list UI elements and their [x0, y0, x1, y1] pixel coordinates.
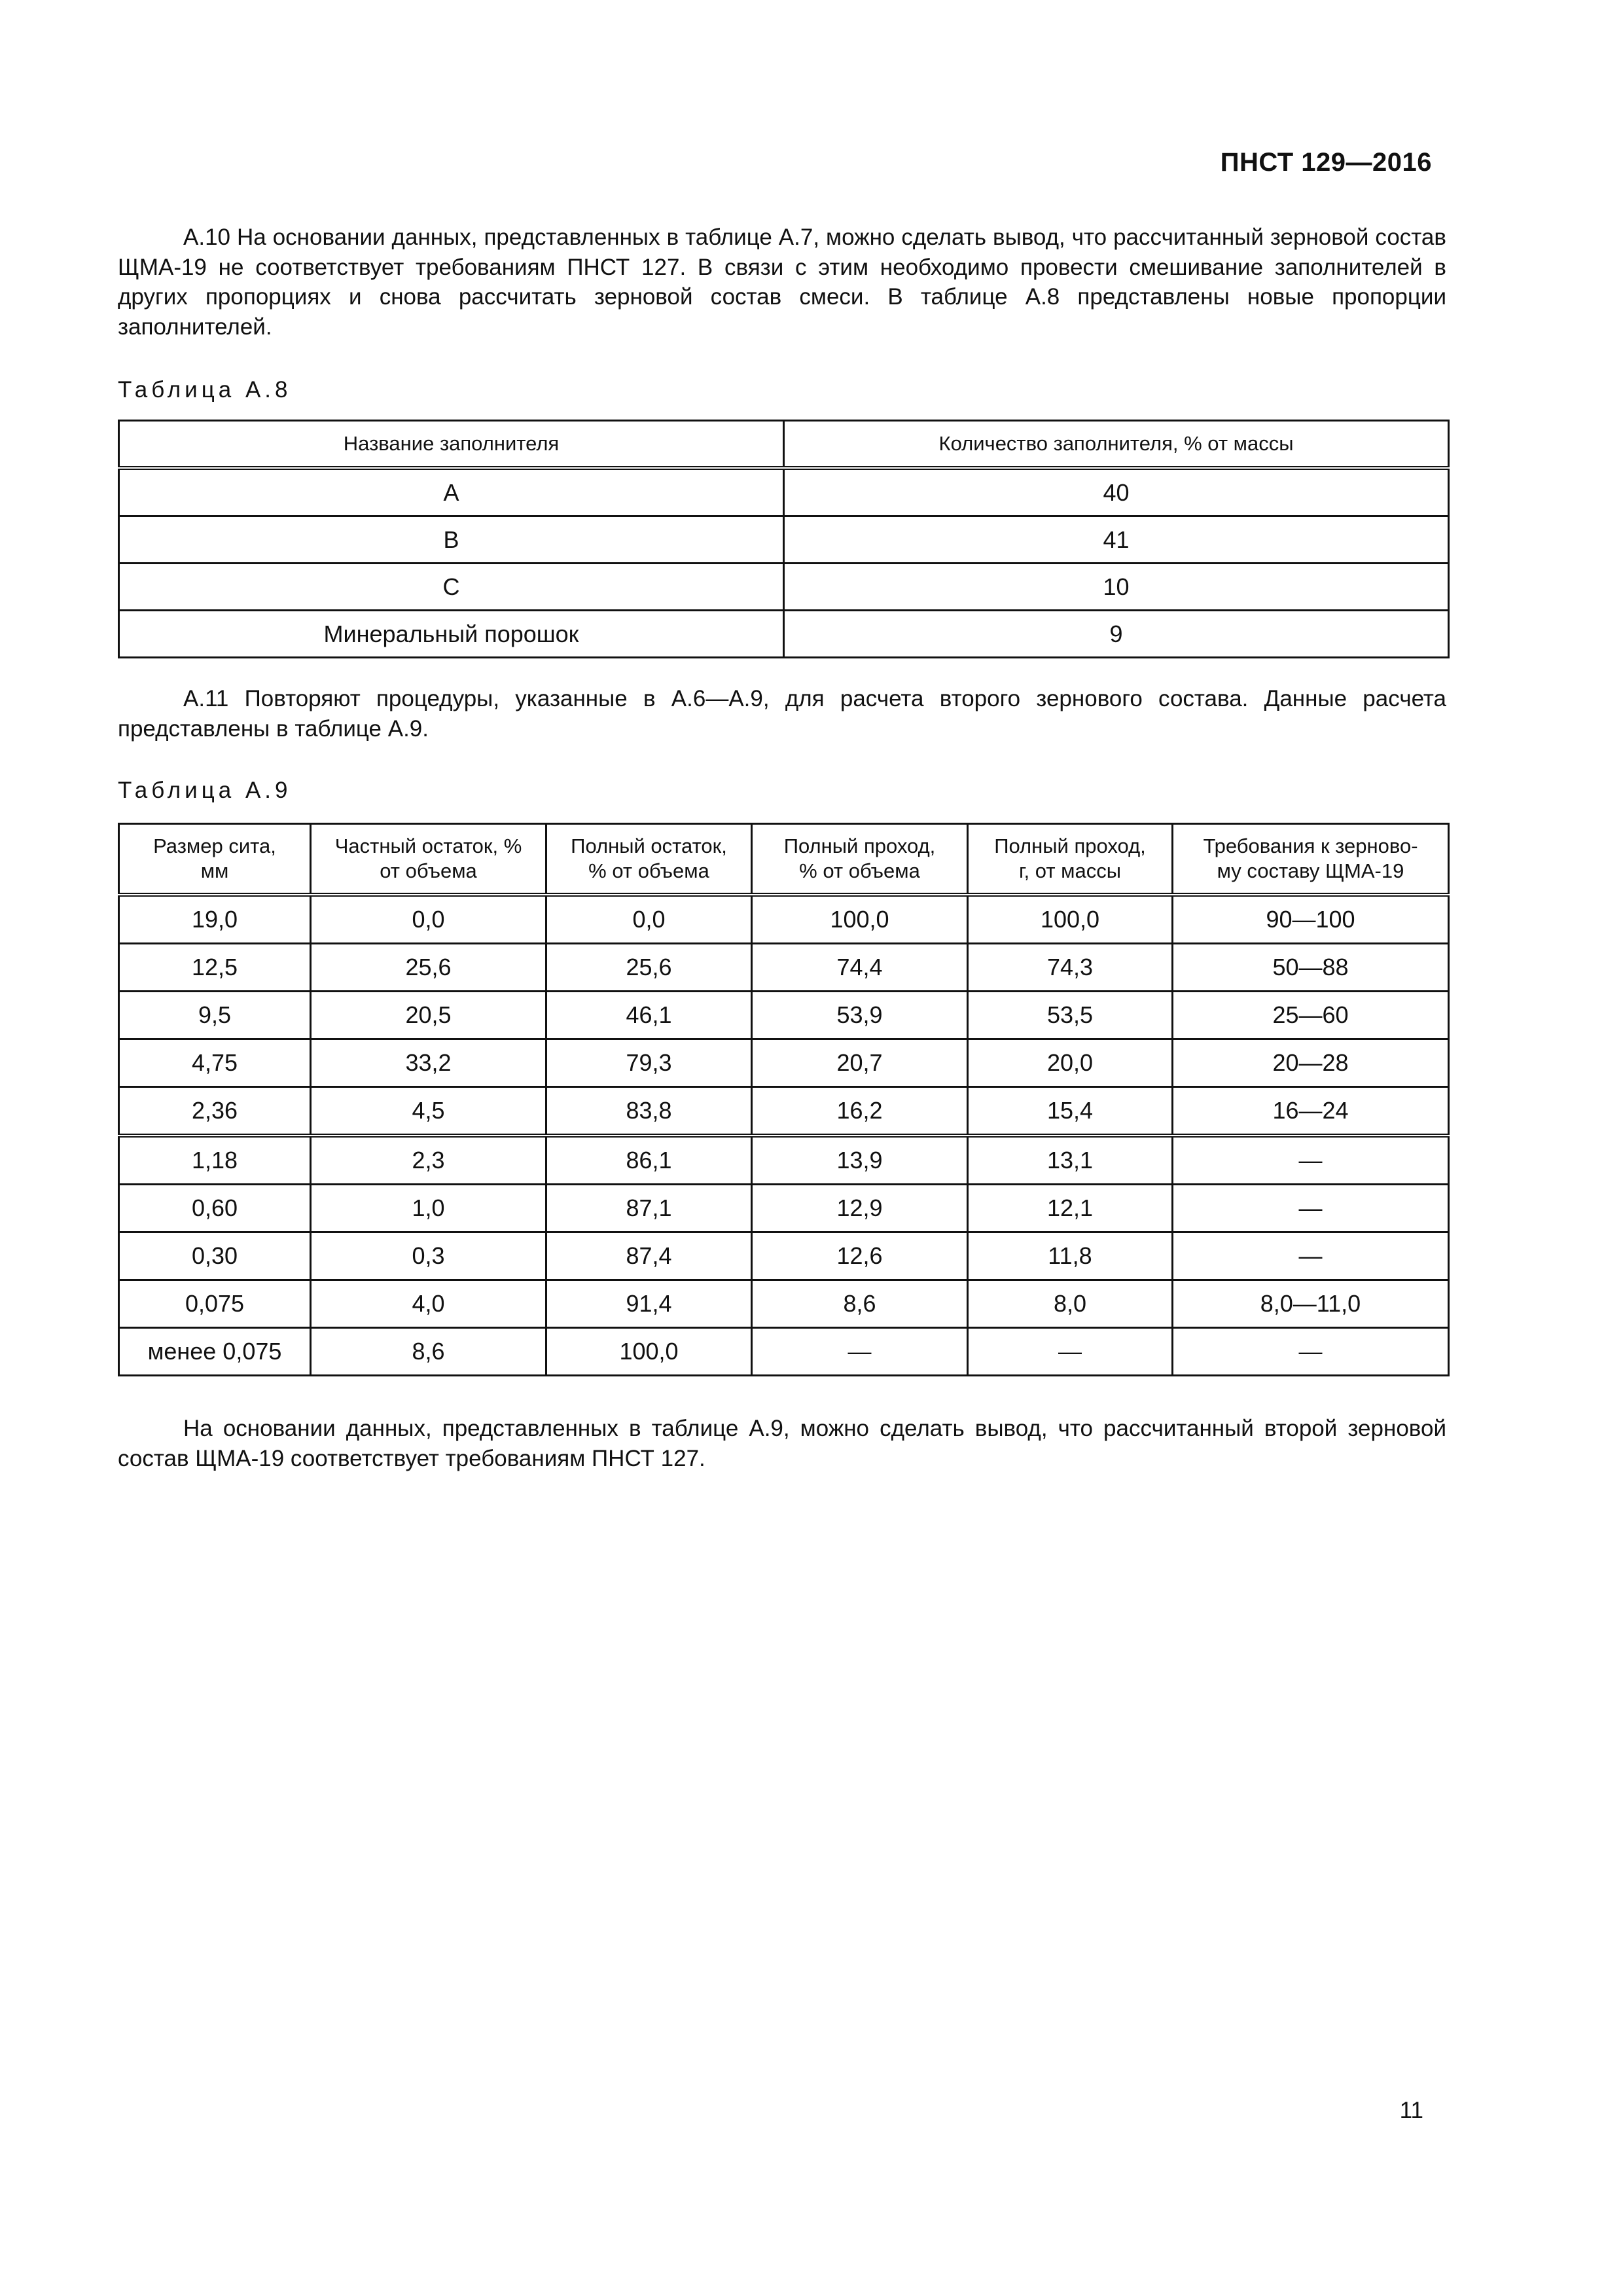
table-cell: —: [968, 1328, 1173, 1376]
column-header: Количество заполнителя, % от массы: [784, 421, 1449, 469]
table-cell: 86,1: [546, 1136, 752, 1185]
table-a8-caption: Таблица А.8: [118, 377, 292, 403]
table-cell: 10: [784, 564, 1449, 611]
document-id-header: ПНСТ 129—2016: [1220, 148, 1432, 177]
table-row: [119, 468, 1449, 516]
table-cell: 0,0: [311, 895, 546, 944]
table-row: [119, 564, 1449, 611]
table-cell: 9: [784, 611, 1449, 658]
table-cell: —: [1173, 1232, 1449, 1280]
table-cell: 13,9: [752, 1136, 968, 1185]
table-cell: 83,8: [546, 1087, 752, 1136]
table-cell: —: [1173, 1328, 1449, 1376]
table-cell: 41: [784, 516, 1449, 564]
table-cell: Минеральный порошок: [119, 611, 784, 658]
table-cell: 87,4: [546, 1232, 752, 1280]
table-cell: 20,7: [752, 1039, 968, 1087]
table-cell: 87,1: [546, 1185, 752, 1232]
table-cell: менее 0,075: [119, 1328, 311, 1376]
table-row: [119, 1185, 1449, 1232]
table-cell: 4,75: [119, 1039, 311, 1087]
table-cell: 12,5: [119, 944, 311, 992]
column-header: Полный остаток, % от объема: [546, 824, 752, 895]
table-cell: 8,6: [752, 1280, 968, 1328]
table-cell: 11,8: [968, 1232, 1173, 1280]
table-cell: —: [1173, 1136, 1449, 1185]
table-cell: 20,0: [968, 1039, 1173, 1087]
table-cell: 100,0: [968, 895, 1173, 944]
table-row: [119, 1087, 1449, 1136]
column-header: Размер сита, мм: [119, 824, 311, 895]
table-row: [119, 611, 1449, 658]
paragraph-conclusion: На основании данных, представленных в таблице А.9, можно сделать вывод, что рассчитанный второй зерновой состав ЩМА-19 соответствует требованиям ПНСТ 127.: [118, 1416, 1446, 1471]
table-cell: 19,0: [119, 895, 311, 944]
table-cell: —: [752, 1328, 968, 1376]
table-cell: 16,2: [752, 1087, 968, 1136]
page-number: 11: [1399, 2098, 1423, 2123]
table-cell: 9,5: [119, 992, 311, 1039]
table-cell: 33,2: [311, 1039, 546, 1087]
table-cell: 53,5: [968, 992, 1173, 1039]
table-cell: В: [119, 516, 784, 564]
paragraph-a10: А.10 На основании данных, представленных в таблице А.7, можно сделать вывод, что рассчитанный зерновой состав ЩМА-19 не соответствует требованиям ПНСТ 127. В связи с этим необходимо провести смешивание заполнителей в других пропорциях и снова рассчитать зерновой состав смеси. В таблице А.8 представлены новые пропорции заполнителей.: [118, 224, 1446, 340]
table-cell: —: [1173, 1185, 1449, 1232]
table-cell: 8,6: [311, 1328, 546, 1376]
table-cell: 46,1: [546, 992, 752, 1039]
table-cell: 74,4: [752, 944, 968, 992]
table-row: [119, 895, 1449, 944]
table-a9-caption: Таблица А.9: [118, 778, 292, 803]
table-a9: [118, 823, 1450, 1376]
table-cell: А: [119, 468, 784, 516]
column-header: Частный остаток, % от объема: [311, 824, 546, 895]
table-cell: 79,3: [546, 1039, 752, 1087]
table-cell: 8,0—11,0: [1173, 1280, 1449, 1328]
table-cell: 20,5: [311, 992, 546, 1039]
table-cell: 90—100: [1173, 895, 1449, 944]
table-cell: 53,9: [752, 992, 968, 1039]
table-row: [119, 1136, 1449, 1185]
table-cell: 100,0: [752, 895, 968, 944]
table-row: [119, 992, 1449, 1039]
table-header-row: [119, 824, 1449, 895]
table-cell: 12,9: [752, 1185, 968, 1232]
table-cell: 16—24: [1173, 1087, 1449, 1136]
table-cell: 50—88: [1173, 944, 1449, 992]
table-a8: [118, 420, 1450, 658]
table-cell: 0,60: [119, 1185, 311, 1232]
table-cell: 0,0: [546, 895, 752, 944]
table-header-row: [119, 421, 1449, 469]
table-cell: 91,4: [546, 1280, 752, 1328]
table-row: [119, 1280, 1449, 1328]
paragraph-a11: А.11 Повторяют процедуры, указанные в А.6—А.9, для расчета второго зернового состава. Данные расчета представлены в таблице А.9.: [118, 686, 1446, 742]
table-cell: 25—60: [1173, 992, 1449, 1039]
table-cell: 0,3: [311, 1232, 546, 1280]
table-cell: 2,3: [311, 1136, 546, 1185]
table-cell: 2,36: [119, 1087, 311, 1136]
table-cell: 12,6: [752, 1232, 968, 1280]
table-cell: 12,1: [968, 1185, 1173, 1232]
table-cell: 100,0: [546, 1328, 752, 1376]
table-cell: 1,18: [119, 1136, 311, 1185]
table-cell: 74,3: [968, 944, 1173, 992]
table-cell: 25,6: [546, 944, 752, 992]
table-cell: С: [119, 564, 784, 611]
table-cell: 4,5: [311, 1087, 546, 1136]
column-header: Полный проход, % от объема: [752, 824, 968, 895]
table-row: [119, 1328, 1449, 1376]
table-cell: 4,0: [311, 1280, 546, 1328]
table-row: [119, 516, 1449, 564]
column-header: Полный проход, г, от массы: [968, 824, 1173, 895]
column-header: Название заполнителя: [119, 421, 784, 469]
table-cell: 0,30: [119, 1232, 311, 1280]
table-cell: 25,6: [311, 944, 546, 992]
table-cell: 8,0: [968, 1280, 1173, 1328]
table-cell: 15,4: [968, 1087, 1173, 1136]
table-row: [119, 1232, 1449, 1280]
table-cell: 13,1: [968, 1136, 1173, 1185]
table-cell: 1,0: [311, 1185, 546, 1232]
table-row: [119, 944, 1449, 992]
table-cell: 0,075: [119, 1280, 311, 1328]
table-row: [119, 1039, 1449, 1087]
table-cell: 20—28: [1173, 1039, 1449, 1087]
column-header: Требования к зерново- му составу ЩМА-19: [1173, 824, 1449, 895]
table-cell: 40: [784, 468, 1449, 516]
